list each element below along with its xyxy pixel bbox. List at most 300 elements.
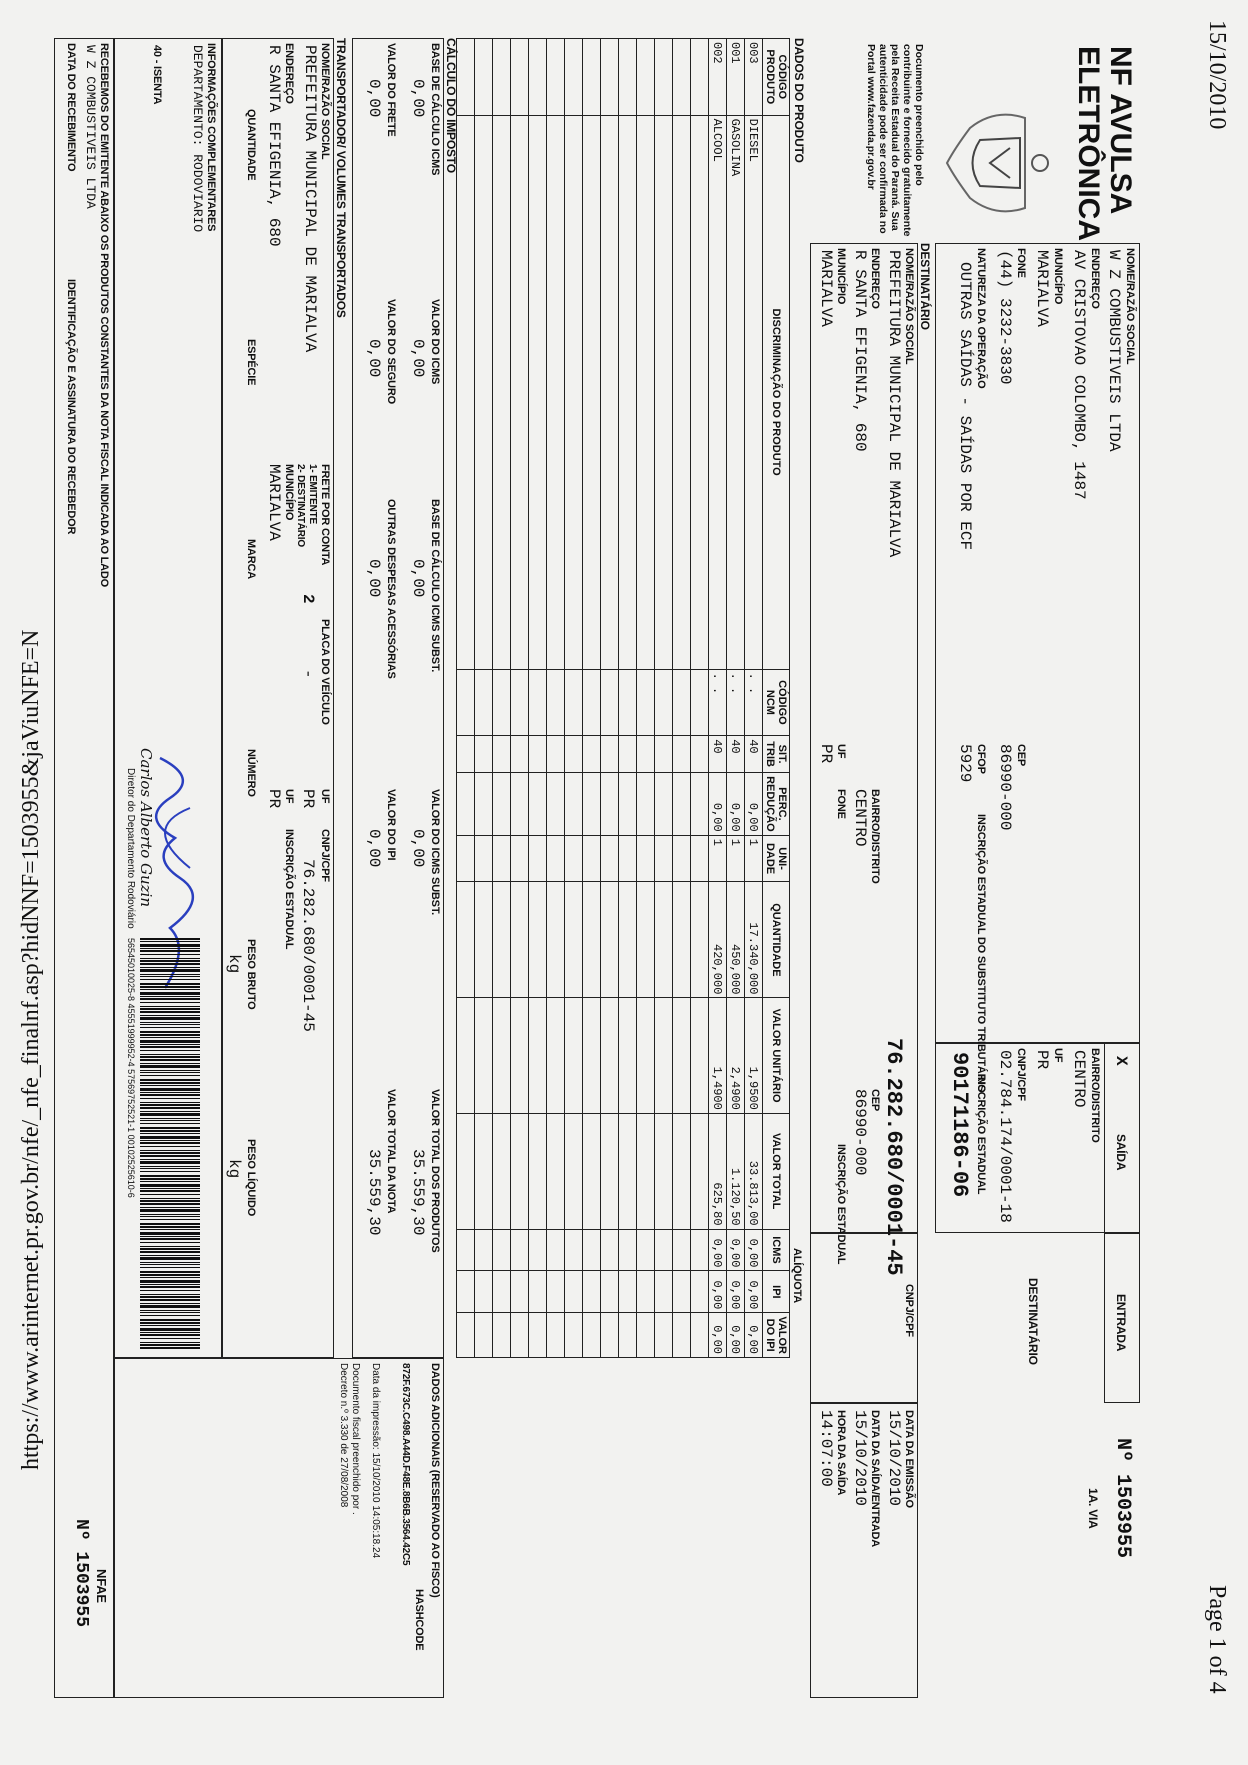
cell-desc: DIESEL	[745, 115, 763, 669]
receipt-date-label: DATA DO RECEBIMENTO	[65, 43, 77, 172]
col-ipi: IPI	[763, 1271, 790, 1313]
ipi-value: 0,00	[365, 829, 383, 868]
net-weight-unit: kg	[225, 1159, 243, 1179]
cell-desc: GASOLINA	[727, 115, 745, 669]
print-page-number: Page 1 of 4	[1204, 1585, 1230, 1694]
empty-cell	[691, 1271, 709, 1313]
empty-cell	[529, 1271, 547, 1313]
empty-cell	[457, 39, 475, 116]
cell-un: 1	[745, 835, 763, 882]
empty-cell	[637, 669, 655, 736]
empty-cell	[601, 998, 619, 1113]
empty-cell	[493, 1113, 511, 1229]
exit-time-label: HORA DA SAÍDA	[835, 1410, 847, 1496]
carrier-state-label: UF	[283, 789, 295, 804]
cell-sit: 40	[745, 736, 763, 773]
empty-cell	[691, 39, 709, 116]
empty-cell	[691, 115, 709, 669]
cell-vipi: 0,00	[745, 1313, 763, 1358]
emitente-state: PR	[1033, 1050, 1051, 1070]
additional-data-label: DADOS ADICIONAIS (RESERVADO AO FISCO)	[429, 1363, 441, 1598]
empty-cell	[637, 1229, 655, 1271]
empty-cell	[637, 882, 655, 998]
cell-ncm: . .	[745, 669, 763, 736]
insurance-value: 0,00	[365, 339, 383, 378]
empty-cell	[655, 115, 673, 669]
empty-cell	[655, 39, 673, 116]
recipient-district: CENTRO	[851, 789, 869, 847]
quantity-label: QUANTIDADE	[245, 109, 257, 181]
empty-cell	[547, 1229, 565, 1271]
brand-block	[810, 38, 1140, 243]
empty-cell	[493, 773, 511, 836]
issue-date: 15/10/2010	[885, 1410, 903, 1507]
subst-value-label: VALOR DO ICMS SUBST.	[429, 789, 441, 915]
empty-row	[691, 39, 709, 1358]
col-perc-reducao: PERC. REDUÇÃO	[763, 773, 790, 836]
authenticity-notice: Documento preenchido pelo contribuinte e fornecido gratuitamente pela Receita Estadual do Paraná. Sua autenticidade pode ser confirmada no Portal www.fazenda.pr.gov.br	[865, 44, 925, 237]
cell-vipi: 0,00	[727, 1313, 745, 1358]
aliquota-label: ALÍQUOTA	[791, 1248, 803, 1304]
empty-cell	[457, 1271, 475, 1313]
base-icms-label: BASE DE CÁLCULO ICMS	[429, 43, 441, 176]
empty-cell	[457, 115, 475, 669]
empty-cell	[637, 1113, 655, 1229]
empty-cell	[565, 1313, 583, 1358]
empty-cell	[457, 736, 475, 773]
table-row	[727, 39, 745, 1358]
cell-un: 1	[709, 835, 727, 882]
print-url: https://www.arinternet.pr.gov.br/nfe/_nfe_finalnf.asp?hidNNF=1503955&jaViuNFE=N	[18, 629, 44, 1470]
freight-option-emitter: 1- EMITENTE	[307, 464, 318, 525]
empty-cell	[691, 1113, 709, 1229]
empty-cell	[547, 835, 565, 882]
empty-cell	[493, 736, 511, 773]
empty-cell	[619, 773, 637, 836]
empty-row	[511, 39, 529, 1358]
substitute-ie-label: INSCRIÇÃO ESTADUAL DO SUBSTITUTO TRIBUTÁRIO	[975, 814, 987, 1093]
emitente-name-label: NOME/RAZÃO SOCIAL	[1124, 248, 1136, 365]
recipient-state: PR	[817, 744, 835, 764]
empty-row	[565, 39, 583, 1358]
complementary-info-text: DEPARTAMENTO: RODOVIARIO	[190, 45, 205, 233]
empty-cell	[475, 882, 493, 998]
operation-box	[935, 243, 990, 1093]
freight-option-recipient: 2- DESTINATÁRIO	[295, 464, 306, 547]
cell-total: 1.120,50	[727, 1113, 745, 1229]
empty-cell	[565, 736, 583, 773]
empty-cell	[655, 669, 673, 736]
col-sit-trib: SIT. TRIB	[763, 736, 790, 773]
empty-cell	[601, 773, 619, 836]
empty-cell	[637, 998, 655, 1113]
emitente-cep: 86990-000	[996, 744, 1014, 831]
dates-box	[810, 1403, 918, 1698]
empty-cell	[619, 882, 637, 998]
title-line-2: ELETRÔNICA	[1072, 46, 1105, 241]
empty-cell	[565, 39, 583, 116]
empty-cell	[691, 1229, 709, 1271]
emitente-state-label: UF	[1052, 1048, 1064, 1063]
empty-cell	[457, 1229, 475, 1271]
saida-label: SAÍDA	[1114, 1134, 1128, 1171]
empty-cell	[511, 882, 529, 998]
recipient-cnpj: 76.282.680/0001-45	[881, 1038, 906, 1276]
cell-codigo: 003	[745, 39, 763, 116]
invoice-sheet	[30, 38, 1140, 1698]
emitente-phone-label: FONE	[1015, 248, 1027, 278]
empty-cell	[619, 736, 637, 773]
empty-cell	[511, 736, 529, 773]
empty-cell	[493, 882, 511, 998]
carrier-city: MARIALVA	[265, 464, 283, 541]
empty-cell	[583, 1313, 601, 1358]
empty-cell	[565, 998, 583, 1113]
invoice-number: Nº 1503955	[1111, 1438, 1134, 1559]
gross-weight-unit: kg	[225, 954, 243, 974]
exit-date-label: DATA DA SAÍDA/ENTRADA	[869, 1410, 881, 1547]
empty-cell	[601, 736, 619, 773]
barcode-bar	[140, 1347, 200, 1349]
empty-cell	[511, 773, 529, 836]
decree-line-1: Documento fiscal preenchido por .	[350, 1363, 361, 1515]
print-timestamp: Data da impressão: 15/10/2010 14:05:18.24	[370, 1363, 381, 1559]
empty-cell	[619, 39, 637, 116]
empty-cell	[619, 1113, 637, 1229]
emitente-city: MARIALVA	[1033, 250, 1051, 327]
empty-row	[493, 39, 511, 1358]
empty-cell	[547, 1313, 565, 1358]
cell-codigo: 002	[709, 39, 727, 116]
entrada-label: ENTRADA	[1114, 1294, 1128, 1352]
empty-cell	[547, 39, 565, 116]
empty-cell	[475, 773, 493, 836]
issue-date-label: DATA DA EMISSÃO	[903, 1410, 915, 1508]
empty-cell	[493, 1313, 511, 1358]
emitente-address-label: ENDEREÇO	[1089, 248, 1101, 309]
number-label: NÚMERO	[245, 749, 257, 797]
base-subst: 0,00	[409, 559, 427, 598]
recipient-cep-label: CEP	[869, 1089, 881, 1112]
operation-type-saida	[1104, 1043, 1140, 1233]
freight-payer-value: 2	[299, 594, 317, 604]
cell-qtd: 17.340,000	[745, 882, 763, 998]
empty-cell	[673, 1271, 691, 1313]
empty-cell	[583, 1229, 601, 1271]
empty-cell	[529, 669, 547, 736]
cfop-value: 5929	[956, 744, 974, 783]
empty-cell	[583, 1113, 601, 1229]
barcode-icon	[140, 938, 200, 1358]
empty-cell	[673, 998, 691, 1113]
emitente-name: W Z COMBUSTIVEIS LTDA	[1105, 250, 1123, 452]
operation-type-entrada	[1104, 1233, 1140, 1403]
empty-cell	[529, 736, 547, 773]
empty-cell	[583, 736, 601, 773]
empty-row	[529, 39, 547, 1358]
recipient-cnpj-label: CNPJ/CPF	[903, 1284, 915, 1337]
nature-value: OUTRAS SAÍDAS - SAÍDAS POR ECF	[956, 262, 974, 551]
hashcode-value: 872F.673C.C498.A44D.F48E.8B6B.3564.42C5	[400, 1363, 411, 1566]
empty-cell	[655, 736, 673, 773]
cell-sit: 40	[709, 736, 727, 773]
cell-qtd: 450,000	[727, 882, 745, 998]
empty-cell	[475, 1113, 493, 1229]
empty-cell	[547, 736, 565, 773]
empty-cell	[619, 835, 637, 882]
empty-cell	[565, 1113, 583, 1229]
recipient-section-title: DESTINATÁRIO	[918, 243, 932, 330]
cfop-label: CFOP	[975, 744, 987, 774]
empty-cell	[565, 1271, 583, 1313]
freight-value: 0,00	[365, 79, 383, 118]
empty-cell	[583, 115, 601, 669]
emitente-district-label: BAIRRO/DISTRITO	[1089, 1048, 1101, 1143]
cell-unit: 1,4900	[709, 998, 727, 1113]
hashcode-label: HASHCODE	[413, 1589, 425, 1651]
icms-value: 0,00	[409, 339, 427, 378]
empty-cell	[619, 1229, 637, 1271]
empty-cell	[691, 882, 709, 998]
emitente-address: AV CRISTOVAO COLOMBO, 1487	[1070, 250, 1088, 500]
empty-cell	[529, 1113, 547, 1229]
via-destination-label: DESTINATÁRIO	[1026, 1278, 1040, 1365]
empty-cell	[583, 998, 601, 1113]
cell-vipi: 0,00	[709, 1313, 727, 1358]
cell-perc: 0,00	[745, 773, 763, 836]
invoice-total: 35.559,30	[365, 1149, 383, 1236]
empty-cell	[565, 835, 583, 882]
title-line-1: NF AVULSA	[1104, 46, 1137, 215]
recipient-phone-label: FONE	[835, 789, 847, 819]
empty-cell	[691, 998, 709, 1113]
carrier-state: PR	[265, 789, 283, 809]
empty-row	[475, 39, 493, 1358]
empty-cell	[583, 39, 601, 116]
empty-cell	[475, 1313, 493, 1358]
empty-cell	[493, 39, 511, 116]
empty-row	[619, 39, 637, 1358]
cell-perc: 0,00	[727, 773, 745, 836]
empty-cell	[547, 1271, 565, 1313]
empty-cell	[475, 1271, 493, 1313]
empty-row	[583, 39, 601, 1358]
empty-cell	[457, 882, 475, 998]
complementary-info-label: INFORMAÇÕES COMPLEMENTARES	[205, 43, 217, 232]
recipient-state-label: UF	[835, 744, 847, 759]
plate-label: PLACA DO VEÍCULO	[319, 619, 331, 725]
empty-cell	[457, 998, 475, 1113]
empty-row	[673, 39, 691, 1358]
cell-ncm: . .	[727, 669, 745, 736]
empty-cell	[457, 835, 475, 882]
empty-cell	[673, 835, 691, 882]
empty-cell	[637, 773, 655, 836]
empty-cell	[511, 1229, 529, 1271]
empty-cell	[637, 736, 655, 773]
empty-cell	[619, 1313, 637, 1358]
empty-cell	[511, 115, 529, 669]
plate-value: -	[299, 669, 317, 679]
empty-cell	[583, 773, 601, 836]
emitente-city-label: MUNICÍPIO	[1052, 248, 1064, 305]
signatory-title: Diretor do Departamento Rodoviário	[125, 768, 136, 929]
cell-unit: 2,4900	[727, 998, 745, 1113]
empty-cell	[601, 39, 619, 116]
empty-cell	[619, 1271, 637, 1313]
base-subst-label: BASE DE CÁLCULO ICMS SUBST.	[429, 499, 441, 673]
parana-coat-of-arms-icon	[935, 98, 1065, 228]
cell-ipi: 0,00	[745, 1271, 763, 1313]
empty-cell	[673, 736, 691, 773]
barcode-digits: 56545010025-8 45551999952-4 57569752521-1 00102525610-6	[126, 938, 136, 1198]
empty-cell	[601, 115, 619, 669]
empty-row	[637, 39, 655, 1358]
empty-cell	[619, 669, 637, 736]
empty-cell	[655, 998, 673, 1113]
empty-cell	[565, 882, 583, 998]
empty-cell	[673, 1313, 691, 1358]
empty-cell	[475, 39, 493, 116]
signatory-name: Carlos Alberto Guzin	[137, 748, 155, 907]
additional-data-box	[114, 1358, 444, 1698]
base-icms: 0,00	[409, 79, 427, 118]
products-table	[456, 38, 790, 1358]
receipt-stub	[54, 38, 114, 1698]
carrier-address-label: ENDEREÇO	[283, 43, 295, 104]
products-body	[457, 39, 763, 1358]
empty-cell	[673, 669, 691, 736]
cell-icms: 0,00	[709, 1229, 727, 1271]
col-descricao: DISCRIMINAÇÃO DO PRODUTO	[763, 115, 790, 669]
other-expenses-label: OUTRAS DESPESAS ACESSÓRIAS	[385, 499, 397, 679]
empty-cell	[547, 115, 565, 669]
empty-cell	[673, 1113, 691, 1229]
products-total-label: VALOR TOTAL DOS PRODUTOS	[429, 1089, 441, 1253]
subst-value: 0,00	[409, 829, 427, 868]
empty-cell	[673, 773, 691, 836]
col-valor-ipi: VALOR DO IPI	[763, 1313, 790, 1358]
ipi-value-label: VALOR DO IPI	[385, 789, 397, 861]
empty-row	[547, 39, 565, 1358]
empty-cell	[637, 1313, 655, 1358]
recipient-name: PREFEITURA MUNICIPAL DE MARIALVA	[885, 250, 903, 558]
col-icms: ICMS	[763, 1229, 790, 1271]
empty-cell	[529, 115, 547, 669]
recipient-ie-label: INSCRIÇÃO ESTADUAL	[835, 1144, 847, 1265]
saida-checkmark: X	[1112, 1056, 1130, 1066]
empty-cell	[655, 1229, 673, 1271]
empty-cell	[691, 669, 709, 736]
ie-value: 90171186-06	[947, 1052, 972, 1198]
recipient-cep: 86990-000	[851, 1089, 869, 1176]
tax-box	[352, 38, 444, 1358]
empty-cell	[475, 835, 493, 882]
empty-cell	[691, 736, 709, 773]
cell-icms: 0,00	[727, 1229, 745, 1271]
empty-cell	[637, 1271, 655, 1313]
empty-cell	[691, 773, 709, 836]
carrier-address: R SANTA EFIGENIA, 680	[265, 45, 283, 247]
empty-cell	[601, 1271, 619, 1313]
col-ncm: CÓDIGO NCM	[763, 669, 790, 736]
empty-cell	[619, 998, 637, 1113]
empty-cell	[511, 1113, 529, 1229]
empty-cell	[547, 773, 565, 836]
recipient-name-label: NOME/RAZÃO SOCIAL	[903, 248, 915, 365]
empty-cell	[529, 39, 547, 116]
empty-cell	[565, 773, 583, 836]
empty-cell	[637, 835, 655, 882]
empty-cell	[529, 1229, 547, 1271]
empty-cell	[493, 669, 511, 736]
empty-cell	[493, 835, 511, 882]
gross-weight-label: PESO BRUTO	[245, 939, 257, 1010]
col-quantidade: QUANTIDADE	[763, 882, 790, 998]
carrier-city-label: MUNICÍPIO	[283, 464, 295, 521]
empty-cell	[619, 115, 637, 669]
net-weight-label: PESO LÍQUIDO	[245, 1139, 257, 1217]
products-header-row	[763, 39, 790, 1358]
empty-cell	[637, 115, 655, 669]
nature-label: NATUREZA DA OPERAÇÃO	[975, 248, 987, 389]
empty-cell	[565, 115, 583, 669]
plate-state-label: UF	[319, 789, 331, 804]
barcode-block	[118, 938, 200, 1358]
empty-cell	[493, 998, 511, 1113]
col-codigo: CÓDIGO PRODUTO	[763, 39, 790, 116]
carrier-name: PREFEITURA MUNICIPAL DE MARIALVA	[301, 45, 319, 353]
empty-cell	[475, 998, 493, 1113]
carrier-name-label: NOME/RAZÃO SOCIAL	[319, 43, 331, 160]
empty-cell	[547, 1113, 565, 1229]
carrier-ie-label: INSCRIÇÃO ESTADUAL	[283, 829, 295, 950]
cell-un: 1	[727, 835, 745, 882]
empty-cell	[655, 1113, 673, 1229]
empty-cell	[547, 882, 565, 998]
empty-cell	[601, 835, 619, 882]
receipt-signature-label: IDENTIFICAÇÃO E ASSINATURA DO RECEBEDOR	[65, 279, 77, 535]
empty-cell	[529, 1313, 547, 1358]
empty-cell	[655, 1271, 673, 1313]
empty-cell	[457, 1113, 475, 1229]
empty-row	[601, 39, 619, 1358]
emitente-cnpj-label: CNPJ/CPF	[1015, 1048, 1027, 1101]
icms-value-label: VALOR DO ICMS	[429, 299, 441, 385]
print-date: 15/10/2010	[1204, 20, 1230, 130]
transport-section-title: TRANSPORTADOR/ VOLUMES TRANSPORTADOS	[334, 38, 348, 318]
cell-total: 33.813,00	[745, 1113, 763, 1229]
carrier-cnpj: 76.282.680/0001-45	[299, 859, 317, 1032]
cell-qtd: 420,000	[709, 882, 727, 998]
cell-ipi: 0,00	[709, 1271, 727, 1313]
freight-payer-label: FRETE POR CONTA	[319, 464, 331, 566]
col-unidade: UNI-DADE	[763, 835, 790, 882]
species-label: ESPÉCIE	[245, 339, 257, 386]
empty-cell	[511, 835, 529, 882]
empty-cell	[601, 1313, 619, 1358]
empty-cell	[511, 669, 529, 736]
empty-cell	[511, 998, 529, 1113]
empty-cell	[493, 1271, 511, 1313]
recipient-city-label: MUNICÍPIO	[835, 248, 847, 305]
empty-cell	[565, 1229, 583, 1271]
receipt-invoice-number: Nº 1503955	[71, 1519, 91, 1628]
empty-cell	[673, 1229, 691, 1271]
table-row	[709, 39, 727, 1358]
empty-cell	[529, 773, 547, 836]
empty-cell	[547, 998, 565, 1113]
